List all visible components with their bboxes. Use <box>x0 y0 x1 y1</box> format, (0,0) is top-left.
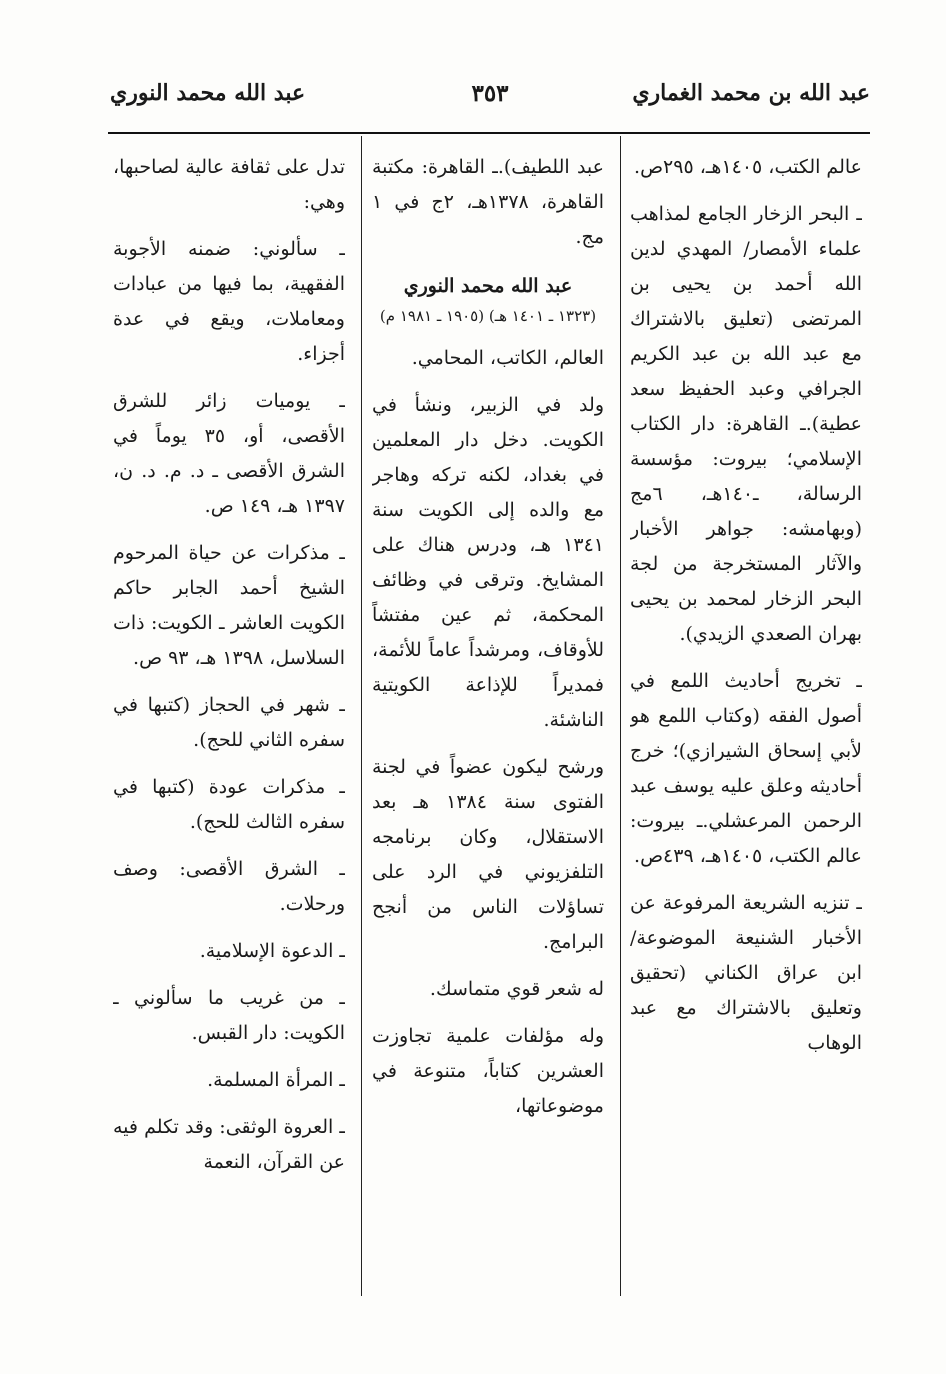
running-header <box>110 80 870 120</box>
column-left <box>113 150 345 1300</box>
column-right <box>630 150 862 1300</box>
paragraph: ـ الدعوة الإسلامية. <box>199 940 345 962</box>
paragraph: وله مؤلفات علمية تجاوزت العشرين كتاباً، متنوعة في موضوعاتها، <box>372 1025 604 1117</box>
paragraph: ورشح ليكون عضواً في لجنة الفتوى سنة ١٣٨٤ هـ بعد الاستقلال، وكان برنامجه التلفزيوني في الرد على تساؤلات الناس من أنجح البرامج. <box>372 756 604 953</box>
paragraph: له شعر قوي متماسك. <box>429 978 604 1000</box>
paragraph: تدل على ثقافة عالية لصاحبها، وهي: <box>113 156 345 213</box>
paragraph: ـ سألوني: ضمنه الأجوبة الفقهية، بما فيها من عبادات ومعاملات، ويقع في عدة أجزاء. <box>113 238 345 365</box>
column-divider <box>361 136 362 1296</box>
column-divider <box>620 136 621 1296</box>
paragraph: ـ مذكرات عن حياة المرحوم الشيخ أحمد الجابر حاكم الكويت العاشر ـ الكويت: ذات السلاسل، ١٣٩٨ هـ، ٩٣ ص. <box>113 542 345 669</box>
biography-dates: (١٣٢٣ ـ ١٤٠١ هـ) (١٩٠٥ ـ ١٩٨١ م) <box>379 307 597 325</box>
header-right-title: عبد الله بن محمد الغماري <box>632 80 870 106</box>
paragraph: عبد اللطيف).ـ القاهرة: مكتبة القاهرة، ١٣٧٨هـ، ٢ج في ١ مج. <box>372 156 604 248</box>
paragraph: ـ يوميات زائر للشرق الأقصى، أو، ٣٥ يوماً في الشرق الأقصى ـ د. م. د. ن، ١٣٩٧ هـ، ١٤٩ ص. <box>113 390 345 517</box>
column-middle <box>372 150 604 1300</box>
paragraph: ـ العروة الوثقى: وقد تكلم فيه عن القرآن، النعمة <box>113 1116 345 1173</box>
header-rule <box>108 132 870 134</box>
paragraph: ولد في الزبير، ونشأ في الكويت. دخل دار المعلمين في بغداد، لكنه تركه وهاجر مع والده إلى الكويت سنة ١٣٤١ هـ، ودرس هناك على المشايخ. وترقى في وظائف المحكمة، ثم عين مفتشاً للأوقاف، ومرشداً عاماً للأئمة، فمديراً للإذاعة الكويتية الناشئة. <box>372 394 604 731</box>
header-left-title: عبد الله محمد النوري <box>110 80 306 106</box>
page-number: ٣٥٣ <box>471 80 509 107</box>
paragraph: ـ تخريج أحاديث اللمع في أصول الفقه (وكتاب اللمع هو لأبي إسحاق الشيرازي)؛ خرج أحاديثه وعلق عليه يوسف عبد الرحمن المرعشلي.ـ بيروت: عالم الكتب، ١٤٠٥هـ، ٤٣٩ص. <box>630 670 862 867</box>
paragraph: ـ البحر الزخار الجامع لمذاهب علماء الأمصار/ المهدي لدين الله أحمد بن يحيى بن المرتضى (تعليق بالاشتراك مع عبد الله بن عبد الكريم الجرافي وعبد الحفيظ سعد عطية).ـ القاهرة: دار الكتاب الإسلامي؛ بيروت: مؤسسة الرسالة، ـ١٤٠هـ، ٦مج (وبهامشه: جواهر الأخبار والآثار المستخرجة من لجة البحر الزخار لمحمد بن يحيى بهران الصعدي الزيدي). <box>630 203 862 645</box>
paragraph: ـ تنزيه الشريعة المرفوعة عن الأخبار الشنيعة الموضوعة/ ابن عراق الكناني (تحقيق وتعليق بالاشتراك مع عبد الوهاب <box>630 892 862 1054</box>
paragraph: عالم الكتب، ١٤٠٥هـ، ٢٩٥ص. <box>634 156 862 178</box>
paragraph: ـ من غريب ما سألوني ـ الكويت: دار القبس. <box>113 987 345 1044</box>
paragraph: ـ شهر في الحجاز (كتبها في سفره الثاني للحج). <box>113 694 345 751</box>
paragraph: ـ مذكرات عودة (كتبها في سفره الثالث للحج). <box>113 776 345 833</box>
paragraph: ـ المرأة المسلمة. <box>207 1069 345 1091</box>
biography-title: عبد الله محمد النوري <box>403 275 573 297</box>
paragraph: العالم، الكاتب، المحامي. <box>411 347 604 369</box>
paragraph: ـ الشرق الأقصى: وصف ورحلات. <box>113 858 345 915</box>
